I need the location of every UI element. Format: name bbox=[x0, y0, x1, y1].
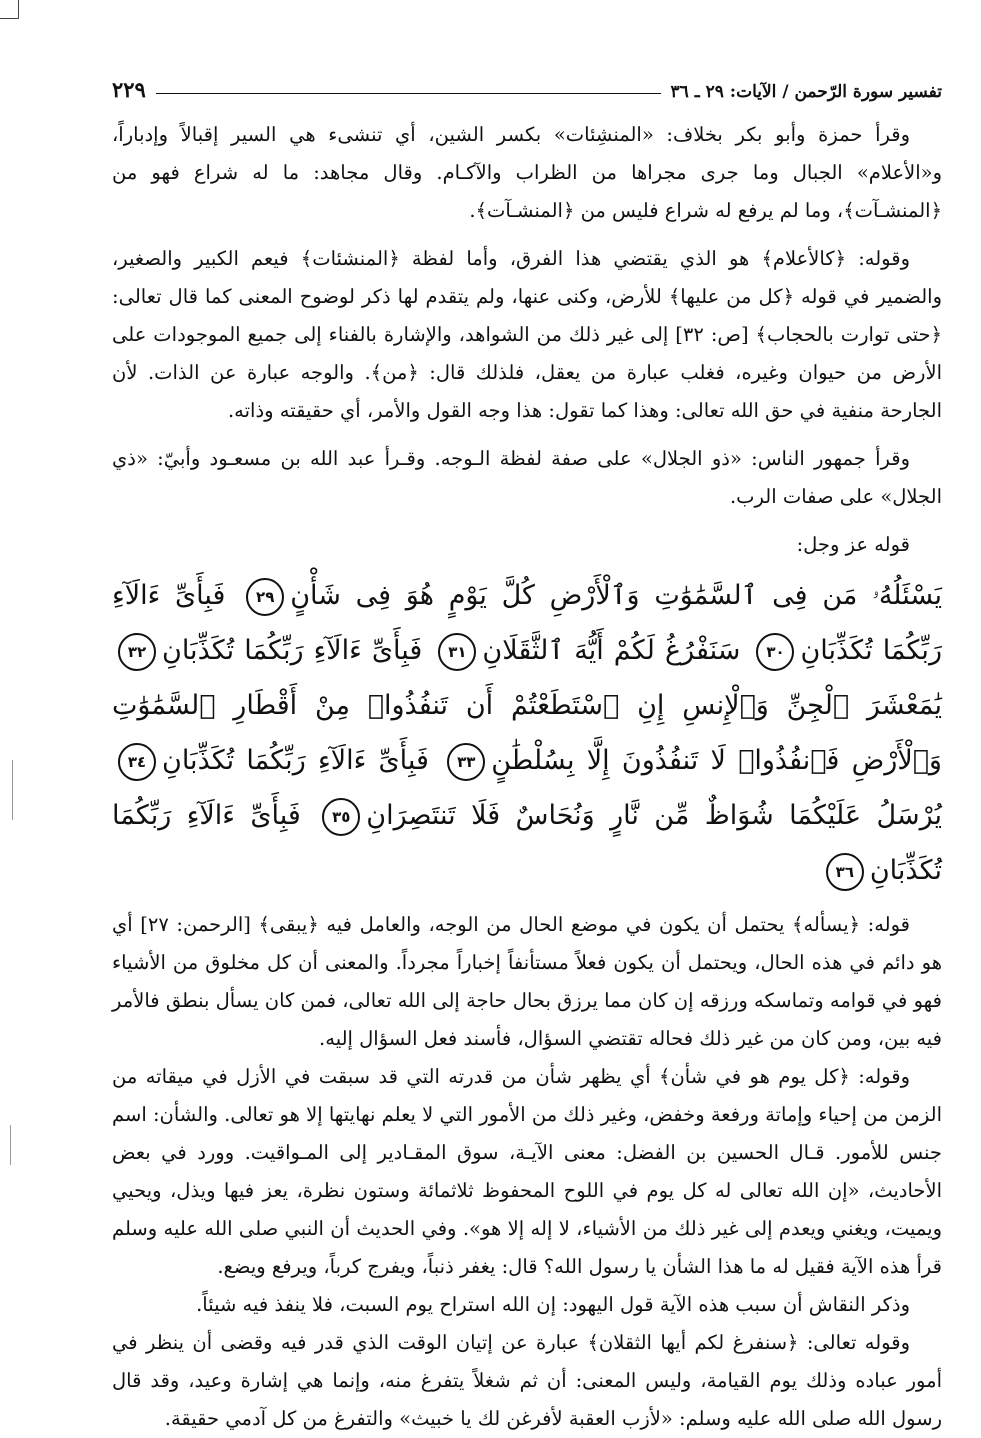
book-page bbox=[112, 62, 942, 1438]
paragraph-6: وقوله: ﴿كل يوم هو في شأن﴾ أي يظهر شأن من قدرته التي قد سبقت في الأزل في ميقاته من الزمن من إحياء وإماتة ورفعة وخفض، وغير ذلك من الأمور التي لا يعلم نهايتها إلا هو تعالى. والشأن: اسم جنس للأمور. قـال الحسين بن الفضل: معنى الآيـة، سوق المقـادير إلى المـواقيت. وورد في بعض الأحاديث، «إن الله تعالى له كل يوم في اللوح المحفوظ ثلاثمائة وستون نظرة، يعز فيها ويذل، ويحيي ويميت، ويغني ويعدم إلى غير ذلك من الأشياء، لا إله إلا هو». وفي الحديث أن النبي صلى الله عليه وسلم قرأ هذه الآية فقيل له ما هذا الشأن يا رسول الله؟ قال: يغفر ذنباً، ويفرج كرباً، ويرفع ويضع. bbox=[112, 1065, 942, 1278]
paragraph-5: قوله: ﴿يسأله﴾ يحتمل أن يكون في موضع الحال من الوجه، والعامل فيه ﴿يبقى﴾ [الرحمن: ٢٧] أي هو دائم في هذه الحال، ويحتمل أن يكون فعلاً مستأنفاً إخباراً مجرداً. والمعنى أن كل مخلوق من الأشياء فهو في قوامه وتماسكه ورزقه إن كان مما يرزق بحال حاجة إلى الله تعالى، فمن كان يسأل بنطق فالأمر فيه بين، ومن كان من غير ذلك فحاله تقتضي السؤال، فأسند فعل السؤال إليه. bbox=[112, 913, 942, 1050]
page-number: ٢٢٩ bbox=[112, 77, 146, 102]
running-header bbox=[112, 62, 942, 102]
paragraph-1: وقرأ حمزة وأبو بكر بخلاف: «المنشِئات» بكسر الشين، أي تنشىء هي السير إقبالاً وإدباراً، و«الأعلام» الجبال وما جرى مجراها من الظراب والآكـام. وقال مجاهد: ما له شراع فهو من ﴿المنشـآت﴾، وما لم يرفع له شراع فليس من ﴿المنشـآت﴾. bbox=[112, 123, 942, 222]
ayah-number-marker: ٣٦ bbox=[826, 853, 864, 891]
ayah-number-marker: ٣١ bbox=[438, 633, 476, 671]
ayah-number-marker: ٣٢ bbox=[118, 633, 156, 671]
ayah-34: فَبِأَىِّ ءَالَآءِ رَبِّكُمَا تُكَذِّبَانِ bbox=[162, 745, 429, 776]
ayah-number-marker: ٣٤ bbox=[118, 743, 156, 781]
header-rule bbox=[156, 93, 661, 94]
ayah-30: فَبِأَىِّ ءَالَآءِ رَبِّكُمَا تُكَذِّبَانِ bbox=[112, 580, 942, 666]
paragraph-3: وقرأ جمهور الناس: «ذو الجلال» على صفة لفظة الـوجه. وقـرأ عبد الله بن مسعـود وأبيّ: «ذي الجلال» على صفات الرب. bbox=[112, 447, 942, 508]
paragraph-2: وقوله: ﴿كالأعلام﴾ هو الذي يقتضي هذا الفرق، وأما لفظة ﴿المنشئات﴾ فيعم الكبير والصغير، والضمير في قوله ﴿كل من عليها﴾ للأرض، وكنى عنها، ولم يتقدم لها ذكر لوضوح المعنى كما قال تعالى: ﴿حتى توارت بالحجاب﴾ [ص: ٣٢] إلى غير ذلك من الشواهد، والإشارة بالفناء إلى جميع الموجودات على الأرض من حيوان وغيره، فغلب عبارة من يعقل، فلذلك قال: ﴿من﴾. والوجه عبارة عن الذات. لأن الجارحة منفية في حق الله تعالى: وهذا كما تقول: هذا وجه القول والأمر، أي حقيقته وذاته. bbox=[112, 247, 942, 422]
ayah-35: يُرْسَلُ عَلَيْكُمَا شُوَاظٌ مِّن نَّارٍ وَنُحَاسٌ فَلَا تَنتَصِرَانِ bbox=[366, 800, 943, 831]
paragraph-7: وذكر النقاش أن سبب هذه الآية قول اليهود: إن الله استراح يوم السبت، فلا ينفذ فيه شيئاً. bbox=[196, 1293, 910, 1316]
scan-artifact bbox=[12, 760, 13, 820]
ayah-33: يَٰمَعْشَرَ ٱلْجِنِّ وَٱلْإِنسِ إِنِ ٱسْتَطَعْتُمْ أَن تَنفُذُوا۟ مِنْ أَقْطَارِ ٱلسَّمَٰوَٰتِ وَٱلْأَرْضِ فَٱنفُذُوا۟ لَا تَنفُذُونَ إِلَّا بِسُلْطَٰنٍ bbox=[112, 690, 942, 776]
paragraph-8: وقوله تعالى: ﴿سنفرغ لكم أيها الثقلان﴾ عبارة عن إتيان الوقت الذي قدر فيه وقضى أن ينظر في أمور عباده وذلك يوم القيامة، وليس المعنى: أن ثم شغلاً يتفرغ منه، وإنما هي إشارة وعيد، وقد قال رسول الله صلى الله عليه وسلم: «لأزب العقبة لأفرغن لك يا خبيث» والتفرغ من كل آدمي حقيقة. bbox=[112, 1331, 942, 1430]
ayah-31: سَنَفْرُغُ لَكُمْ أَيُّهَ ٱلثَّقَلَانِ bbox=[482, 635, 741, 666]
ayah-36: فَبِأَىِّ ءَالَآءِ رَبِّكُمَا تُكَذِّبَانِ bbox=[112, 800, 942, 886]
verse-intro: قوله عز وجل: bbox=[796, 533, 910, 556]
scan-corner-mark bbox=[0, 0, 19, 19]
quran-verses-block bbox=[112, 568, 942, 898]
ayah-number-marker: ٢٩ bbox=[246, 578, 284, 616]
header-title: تفسير سورة الرّحمن / الآيات: ٢٩ ـ ٣٦ bbox=[670, 82, 942, 102]
scan-artifact bbox=[10, 1125, 11, 1165]
ayah-number-marker: ٣٣ bbox=[447, 743, 485, 781]
ayah-29: يَسْئَلُهُۥ مَن فِى ٱلسَّمَٰوَٰتِ وَٱلْأَرْضِ كُلَّ يَوْمٍ هُوَ فِى شَأْنٍ bbox=[290, 580, 942, 611]
ayah-32: فَبِأَىِّ ءَالَآءِ رَبِّكُمَا تُكَذِّبَانِ bbox=[162, 635, 423, 666]
ayah-number-marker: ٣٠ bbox=[756, 633, 794, 671]
ayah-number-marker: ٣٥ bbox=[322, 798, 360, 836]
